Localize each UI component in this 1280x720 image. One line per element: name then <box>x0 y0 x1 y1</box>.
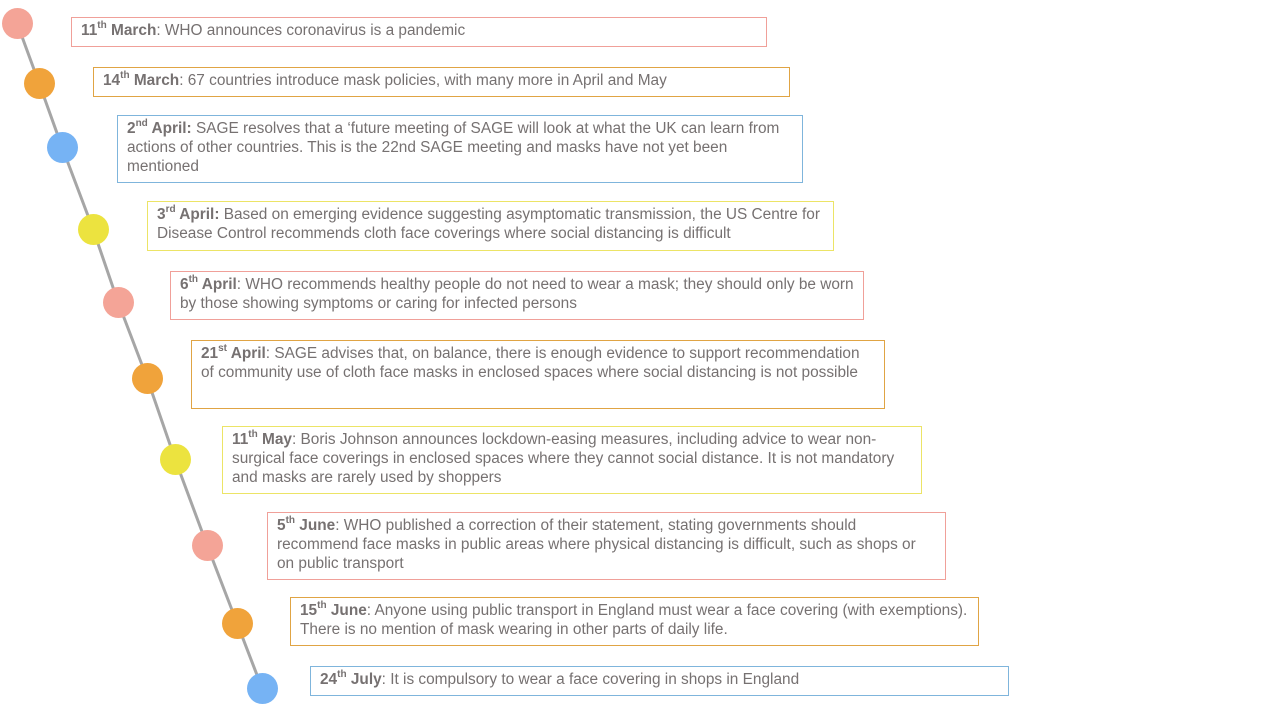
event-day: 21 <box>201 345 219 362</box>
event-date <box>157 203 220 223</box>
event-box <box>93 67 790 97</box>
timeline-dot <box>192 530 223 561</box>
event-description: : WHO announces coronavirus is a pandemic <box>156 22 466 39</box>
timeline-dot <box>78 214 109 245</box>
event-date <box>277 514 336 534</box>
event-box <box>147 201 834 251</box>
event-day-suffix: th <box>188 273 199 285</box>
event-box <box>290 597 979 646</box>
event-month: July <box>346 671 382 688</box>
timeline-dot <box>2 8 33 39</box>
event-box <box>191 340 885 409</box>
event-day-suffix: th <box>285 514 296 526</box>
event-description: : WHO recommends healthy people do not need to wear a mask; they should only be worn by those showing symptoms or caring for infected persons <box>180 276 854 312</box>
timeline-dot <box>160 444 191 475</box>
event-month: April: <box>175 206 220 223</box>
event-date <box>300 599 367 619</box>
event-description: : SAGE advises that, on balance, there is enough evidence to support recommendation of community use of cloth face masks in enclosed spaces where social distancing is not possible <box>201 345 860 381</box>
event-day-suffix: th <box>317 599 327 611</box>
event-month: June <box>326 602 367 619</box>
event-date <box>127 117 192 137</box>
event-box <box>170 271 864 320</box>
event-day: 11 <box>232 431 249 448</box>
event-description: : 67 countries introduce mask policies, with many more in April and May <box>179 72 667 89</box>
event-day: 14 <box>103 72 121 89</box>
event-description: Based on emerging evidence suggesting asymptomatic transmission, the US Centre for Disease Control recommends cloth face coverings where social distancing is difficult <box>157 206 820 242</box>
event-day-suffix: th <box>97 19 107 31</box>
timeline-dot <box>103 287 134 318</box>
event-description: : WHO published a correction of their statement, stating governments should recommend face masks in public areas where physical distancing is difficult, such as shops or on public transport <box>277 517 916 572</box>
timeline-dot <box>222 608 253 639</box>
event-day-suffix: rd <box>165 203 176 215</box>
event-day: 24 <box>320 671 338 688</box>
event-day: 15 <box>300 602 318 619</box>
event-day: 6 <box>180 276 189 293</box>
event-date <box>103 69 180 89</box>
event-description: : It is compulsory to wear a face covering in shops in England <box>381 671 800 688</box>
event-month: May <box>257 431 292 448</box>
event-date <box>320 668 382 688</box>
event-date <box>180 273 237 293</box>
event-day-suffix: nd <box>135 117 148 129</box>
event-day: 2 <box>127 120 136 137</box>
timeline-dot <box>47 132 78 163</box>
event-description: : Anyone using public transport in England must wear a face covering (with exemptions). There is no mention of mask wearing in other parts of daily life. <box>300 602 968 638</box>
event-day: 5 <box>277 517 286 534</box>
event-month: April <box>198 276 237 293</box>
event-box <box>222 426 922 494</box>
event-month: April: <box>147 120 192 137</box>
event-box <box>71 17 767 47</box>
event-month: March <box>106 22 157 39</box>
timeline-dot <box>247 673 278 704</box>
event-day: 11 <box>81 22 98 39</box>
event-day: 3 <box>157 206 166 223</box>
event-day-suffix: th <box>337 668 347 680</box>
timeline-dot <box>24 68 55 99</box>
event-date <box>232 428 292 448</box>
event-month: April <box>227 345 266 362</box>
event-date <box>201 342 266 362</box>
event-box <box>117 115 803 183</box>
event-description: : Boris Johnson announces lockdown-easing measures, including advice to wear non-surgical face coverings in enclosed spaces where they cannot social distance. It is not mandatory and masks are rarely used by shoppers <box>232 431 895 486</box>
event-date <box>81 19 157 39</box>
event-description: SAGE resolves that a ‘future meeting of SAGE will look at what the UK can learn from actions of other countries. This is the 22nd SAGE meeting and masks have not yet been mentioned <box>127 120 780 175</box>
event-day-suffix: th <box>248 428 258 440</box>
event-month: March <box>129 72 180 89</box>
event-box <box>267 512 946 580</box>
event-day-suffix: th <box>120 69 130 81</box>
timeline-dot <box>132 363 163 394</box>
event-month: June <box>295 517 336 534</box>
event-day-suffix: st <box>218 342 228 354</box>
event-box <box>310 666 1009 696</box>
